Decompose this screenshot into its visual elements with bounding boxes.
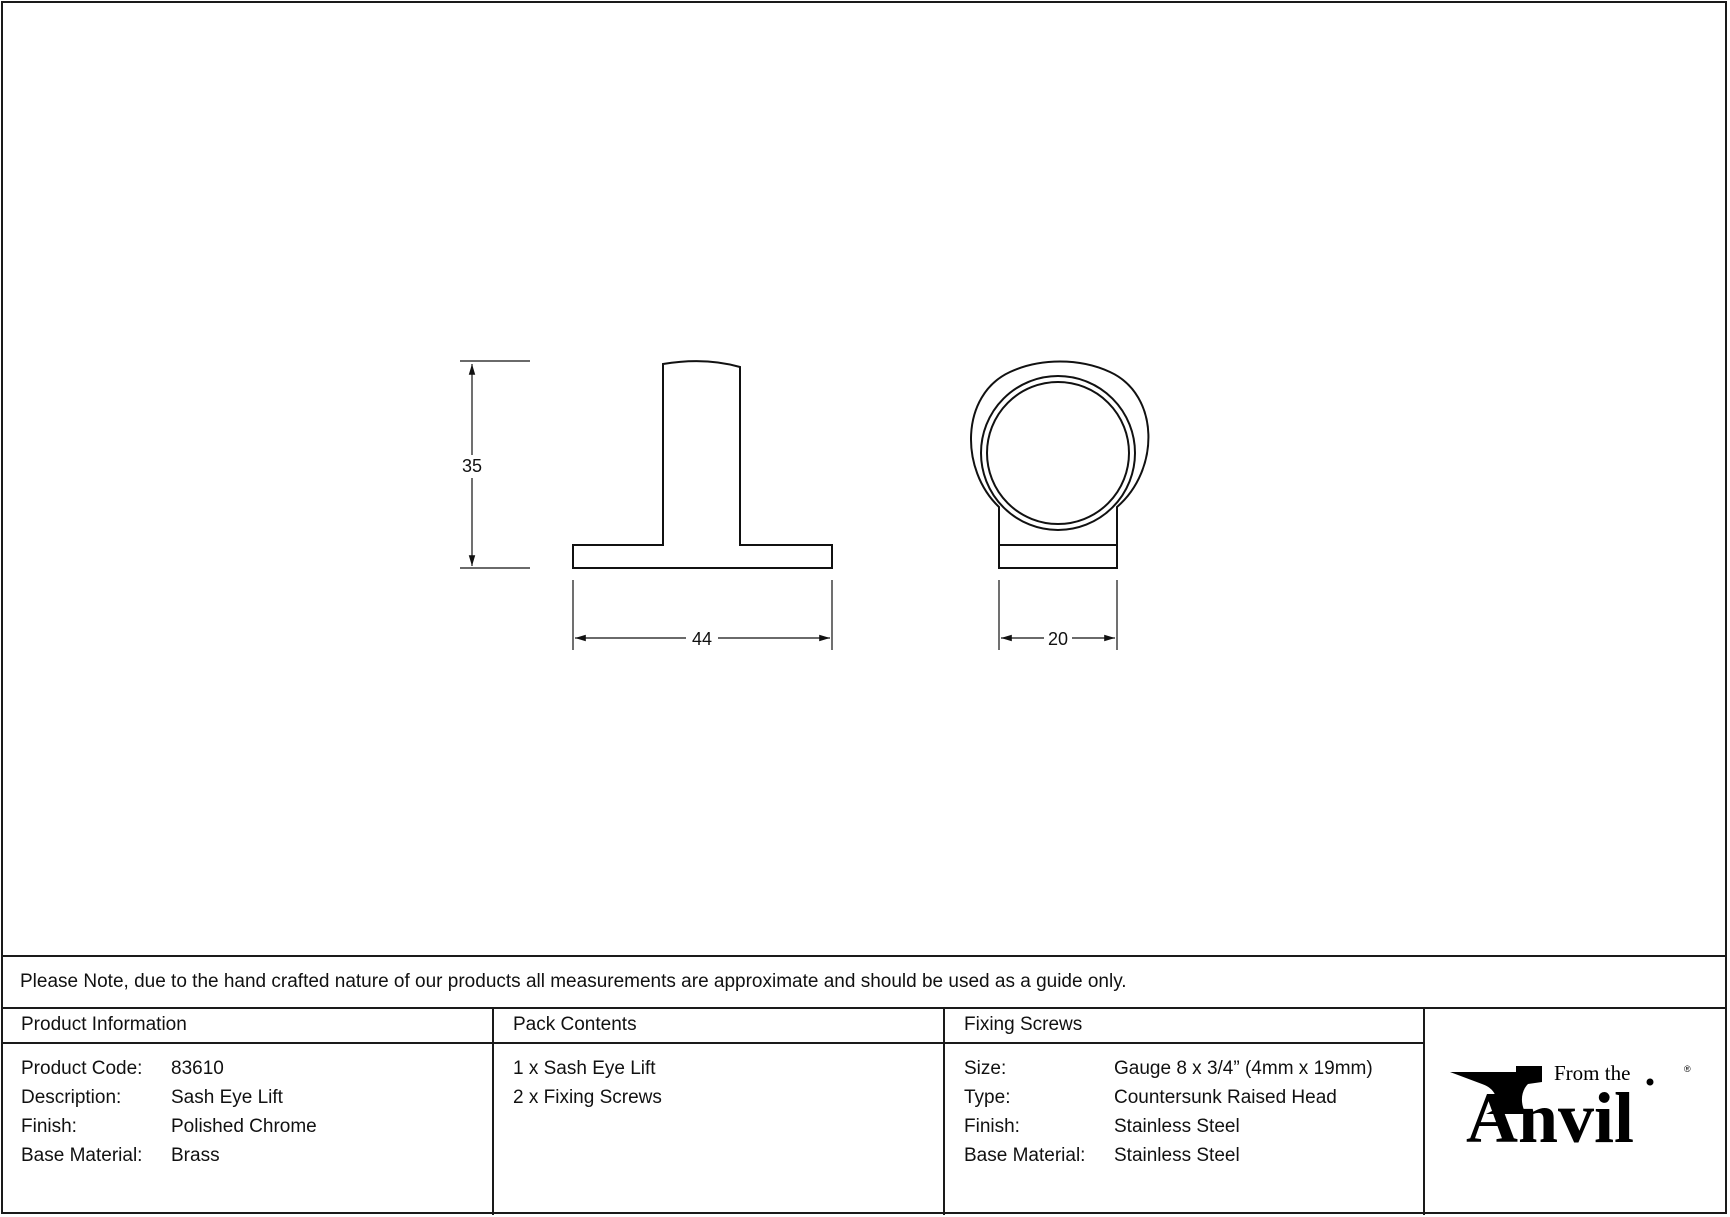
- screw-base-material-label: Base Material:: [964, 1145, 1086, 1166]
- svg-text:Anvil: Anvil: [1466, 1078, 1635, 1150]
- ring-base: [999, 545, 1117, 568]
- finish-value: Polished Chrome: [171, 1116, 317, 1137]
- ring-middle-outline: [981, 376, 1135, 530]
- divider-1: [492, 1007, 494, 1215]
- screw-finish-label: Finish:: [964, 1116, 1020, 1137]
- product-code-value: 83610: [171, 1058, 224, 1079]
- note-bottom-border: [1, 1007, 1727, 1009]
- height-dimension-label: 35: [461, 456, 483, 476]
- divider-3: [1423, 1007, 1425, 1215]
- base-material-value: Brass: [171, 1145, 220, 1166]
- description-value: Sash Eye Lift: [171, 1087, 283, 1108]
- pack-contents-item: 2 x Fixing Screws: [513, 1087, 662, 1108]
- product-information-heading: Product Information: [21, 1014, 187, 1035]
- screw-type-label: Type:: [964, 1087, 1011, 1108]
- description-label: Description:: [21, 1087, 122, 1108]
- svg-text:From the: From the: [1554, 1061, 1631, 1085]
- from-the-anvil-logo: [1446, 1060, 1696, 1150]
- screw-size-label: Size:: [964, 1058, 1007, 1079]
- info-top-border: [1, 955, 1727, 957]
- ring-inner-outline: [987, 382, 1129, 524]
- product-code-label: Product Code:: [21, 1058, 143, 1079]
- base-material-label: Base Material:: [21, 1145, 143, 1166]
- svg-text:®: ®: [1684, 1064, 1691, 1074]
- side-view: [573, 361, 832, 568]
- side-width-dimension-label: 44: [691, 629, 713, 649]
- measurement-note: Please Note, due to the hand crafted nature of our products all measurements are approximate and should be used as a guide only.: [20, 971, 1127, 992]
- screw-type-value: Countersunk Raised Head: [1114, 1087, 1337, 1108]
- screw-finish-value: Stainless Steel: [1114, 1116, 1240, 1137]
- finish-label: Finish:: [21, 1116, 77, 1137]
- front-view: [971, 362, 1148, 569]
- pack-contents-item: 1 x Sash Eye Lift: [513, 1058, 656, 1079]
- fixing-screws-heading: Fixing Screws: [964, 1014, 1083, 1035]
- header-bottom-border: [1, 1042, 1424, 1044]
- screw-size-value: Gauge 8 x 3/4” (4mm x 19mm): [1114, 1058, 1373, 1079]
- screw-base-material-value: Stainless Steel: [1114, 1145, 1240, 1166]
- front-width-dimension-label: 20: [1047, 629, 1069, 649]
- pack-contents-heading: Pack Contents: [513, 1014, 637, 1035]
- side-view-outline: [573, 361, 832, 568]
- divider-2: [943, 1007, 945, 1215]
- ring-outer-outline: [971, 362, 1148, 546]
